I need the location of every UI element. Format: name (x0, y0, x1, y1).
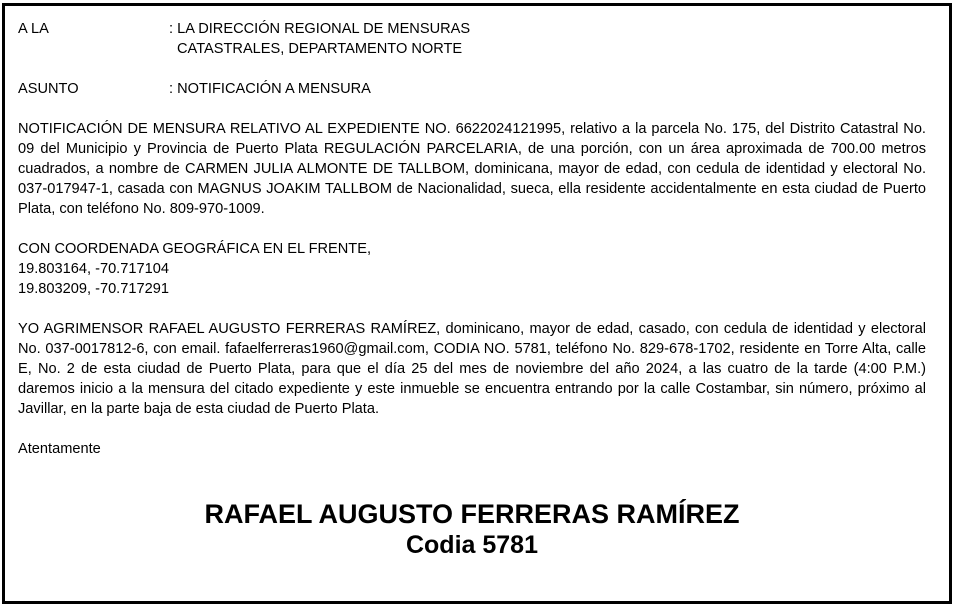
subject-value: : NOTIFICACIÓN A MENSURA (169, 81, 371, 97)
recipient-line-2: CATASTRALES, DEPARTAMENTO NORTE (177, 41, 463, 57)
document-body (18, 19, 926, 459)
recipient-row (18, 19, 926, 59)
closing-text: Atentamente (18, 441, 101, 457)
subject-label: ASUNTO (18, 81, 79, 97)
coordinates-block (18, 239, 926, 299)
signature-codia: Codia 5781 (405, 531, 538, 559)
recipient-label: A LA (18, 21, 49, 37)
recipient-line-1: : LA DIRECCIÓN REGIONAL DE MENSURAS (169, 21, 471, 37)
signature-block (18, 499, 926, 561)
coordinates-title: CON COORDENADA GEOGRÁFICA EN EL FRENTE, (18, 241, 372, 257)
recipient-value (169, 19, 926, 59)
subject-row (18, 79, 926, 99)
coordinate-1: 19.803164, -70.717104 (18, 261, 169, 277)
coordinate-2: 19.803209, -70.717291 (18, 281, 169, 297)
surveyor-paragraph: YO AGRIMENSOR RAFAEL AUGUSTO FERRERAS RAMÍREZ, dominicano, mayor de edad, casado, con cedula de identidad y electoral No. 037-0017812-6, con email. fafaelferreras1960@gmail.com, CODIA NO. 5781, teléfono No. 829-678-1702, residente en Torre Alta, calle E, No. 2 de esta ciudad de Puerto Plata, para que el día 25 del mes de noviembre del año 2024, a las cuatro de la tarde (4:00 P.M.) daremos inicio a la mensura del citado expediente y este inmueble se encuentra entrando por la calle Costambar, sin número, próximo al Javillar, en la parte baja de esta ciudad de Puerto Plata. (18, 321, 926, 417)
signature-name: RAFAEL AUGUSTO FERRERAS RAMÍREZ (204, 499, 740, 529)
notification-paragraph: NOTIFICACIÓN DE MENSURA RELATIVO AL EXPEDIENTE NO. 6622024121995, relativo a la parcela No. 175, del Distrito Catastral No. 09 del Municipio y Provincia de Puerto Plata REGULACIÓN PARCELARIA, de una porción, con un área aproximada de 700.00 metros cuadrados, a nombre de CARMEN JULIA ALMONTE DE TALLBOM, dominicana, mayor de edad, con cedula de identidad y electoral No. 037-017947-1, casada con MAGNUS JOAKIM TALLBOM de Nacionalidad, sueca, ella residente accidentalmente en esta ciudad de Puerto Plata, con teléfono No. 809-970-1009. (18, 121, 926, 217)
